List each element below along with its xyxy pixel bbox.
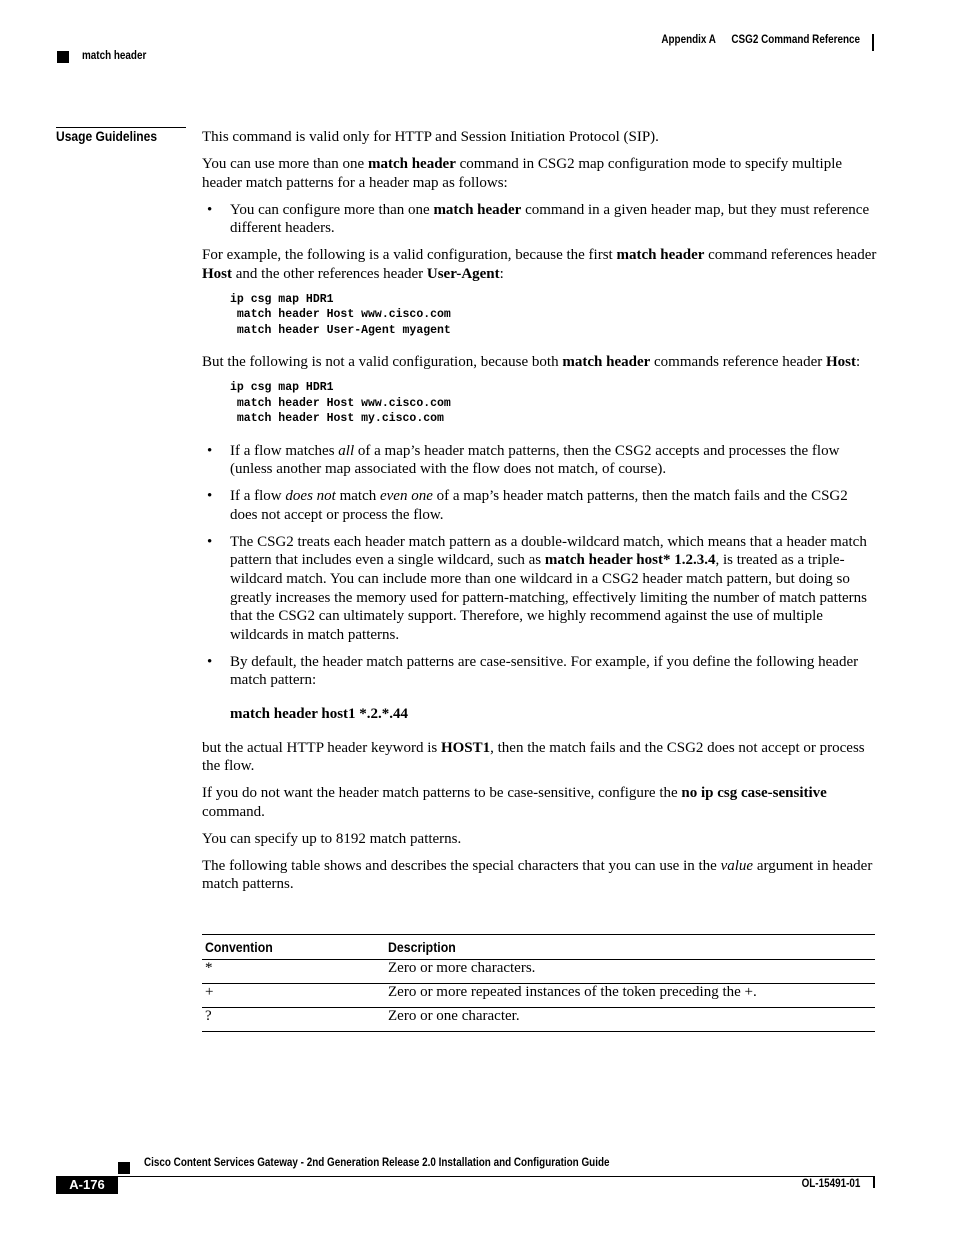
text-run: , is treated as a triple-wildcard match. You can include more than one wildcard in a CSG2 header match pattern, but doing so greatly increases the memory used for pattern-matching, effectively limiting the number of match patterns that the CSG2 can ultimately support. Therefore, we highly recommend against the use of multiple wildcards in match patterns. xyxy=(230,552,868,643)
keyword: match header xyxy=(367,155,456,172)
appendix-label: Appendix A xyxy=(661,34,716,46)
command-example: match header host1 *.2.*.44 xyxy=(230,706,409,722)
running-header xyxy=(661,34,860,46)
column-header-description xyxy=(385,935,875,960)
section-heading: Usage Guidelines xyxy=(56,128,158,144)
keyword: match header xyxy=(562,354,651,371)
intro-paragraph-1: This command is valid only for HTTP and Session Initiation Protocol (SIP). xyxy=(202,129,659,145)
emphasis: does not xyxy=(285,488,336,505)
bullet-item xyxy=(202,442,877,479)
invalid-example-paragraph xyxy=(202,353,877,372)
keyword: HOST1 xyxy=(440,739,491,756)
text-run: The CSG2 treats each header match pattern as a double-wildcard match, which means that a header match pattern that includes even a single wildcard, such as xyxy=(230,533,867,569)
bullet-dot: • xyxy=(207,653,213,670)
bullet-item xyxy=(202,533,877,645)
document-number: OL-15491-01 xyxy=(801,1178,860,1190)
keyword: match header xyxy=(433,201,522,218)
emphasis: all xyxy=(338,442,355,459)
text-run: and the other references header xyxy=(232,265,427,282)
text-run: but the actual HTTP header keyword is xyxy=(202,739,441,756)
text-run: You can configure more than one xyxy=(230,201,434,218)
column-header-label: Convention xyxy=(205,939,273,955)
keyword: Host xyxy=(826,354,856,371)
text-run: You can use more than one xyxy=(202,155,368,172)
header-rule xyxy=(872,34,874,51)
body-text xyxy=(202,128,877,902)
keyword: match header host* 1.2.3.4 xyxy=(544,552,716,569)
text-run: : xyxy=(499,265,504,282)
text-run: For example, the following is a valid configuration, because the first xyxy=(202,247,617,264)
column-header-convention xyxy=(202,935,385,960)
outro-paragraph-1: You can specify up to 8192 match patterns. xyxy=(202,830,462,847)
bullet-dot: • xyxy=(207,201,213,218)
text-run: : xyxy=(856,354,861,371)
emphasis: value xyxy=(720,857,754,874)
text-run: If a flow xyxy=(230,488,286,505)
code-example-invalid: ip csg map HDR1 match header Host www.cisco.com match header Host my.cisco.com xyxy=(230,381,451,426)
text-run: argument in header match patterns. xyxy=(202,857,873,893)
text-run: of a map’s header match patterns, then the CSG2 accepts and processes the flow (unless another map associated with the flow does not match, of course). xyxy=(230,442,840,478)
table-row xyxy=(202,1008,875,1032)
table-row xyxy=(202,984,875,1008)
text-run: of a map’s header match patterns, then the match fails and the CSG2 does not accept or process the flow. xyxy=(230,488,848,523)
bullet-dot: • xyxy=(207,442,213,459)
bullet-item xyxy=(202,201,877,238)
text-run: , then the match fails and the CSG2 does not accept or process the flow. xyxy=(202,739,865,775)
code-example-valid: ip csg map HDR1 match header Host www.cisco.com match header User-Agent myagent xyxy=(230,292,451,337)
text-run: But the following is not a valid configuration, because both xyxy=(202,354,563,371)
footer-square-marker xyxy=(118,1162,130,1174)
table-cell: Zero or more repeated instances of the token preceding the +. xyxy=(385,984,875,1008)
bullet-item xyxy=(202,487,877,524)
configure-paragraph xyxy=(202,784,877,821)
command-name: match header xyxy=(82,50,147,62)
intro-paragraph-2 xyxy=(202,155,877,192)
keyword: no ip csg case-sensitive xyxy=(681,785,827,802)
keyword: match header xyxy=(616,247,705,264)
table-cell: * xyxy=(202,960,385,984)
bullet-item xyxy=(202,653,877,690)
keyword: User-Agent xyxy=(426,265,500,282)
page-number: A-176 xyxy=(56,1176,118,1194)
text-run: command in a given header map, but they must reference different headers. xyxy=(230,201,870,237)
text-run: command. xyxy=(202,803,265,820)
text-run: command references header xyxy=(704,247,877,264)
text-run: commands reference header xyxy=(650,354,826,371)
footer-rule xyxy=(118,1176,875,1177)
book-title: Cisco Content Services Gateway - 2nd Generation Release 2.0 Installation and Configuration Guide xyxy=(144,1157,610,1169)
header-square-marker xyxy=(57,51,69,63)
text-run: match xyxy=(335,488,380,505)
table-header-row xyxy=(202,935,875,960)
column-header-label: Description xyxy=(388,939,456,955)
keyword: Host xyxy=(202,265,232,282)
text-run: command in CSG2 map configuration mode to specify multiple header match patterns for a header map as follows: xyxy=(202,155,843,191)
text-run: By default, the header match patterns are case-sensitive. For example, if you define the following header match pattern: xyxy=(230,653,859,689)
bullet-dot: • xyxy=(207,488,213,505)
table-cell: + xyxy=(202,984,385,1008)
text-run: The following table shows and describes the special characters that you can use in the xyxy=(202,857,721,874)
table-row xyxy=(202,960,875,984)
table-cell: Zero or more characters. xyxy=(385,960,875,984)
special-characters-table xyxy=(202,934,875,1032)
bullet-dot: • xyxy=(207,533,213,550)
outro-paragraph-2 xyxy=(202,857,877,894)
text-run: If a flow matches xyxy=(230,442,339,459)
emphasis: even one xyxy=(379,488,433,505)
chapter-title: CSG2 Command Reference xyxy=(731,34,860,46)
text-run: If you do not want the header match patterns to be case-sensitive, configure the xyxy=(202,785,682,802)
table-cell: ? xyxy=(202,1008,385,1032)
case-sensitivity-paragraph xyxy=(202,739,877,776)
valid-example-paragraph xyxy=(202,246,877,283)
footer-end-rule xyxy=(873,1176,875,1188)
table-cell: Zero or one character. xyxy=(385,1008,875,1032)
